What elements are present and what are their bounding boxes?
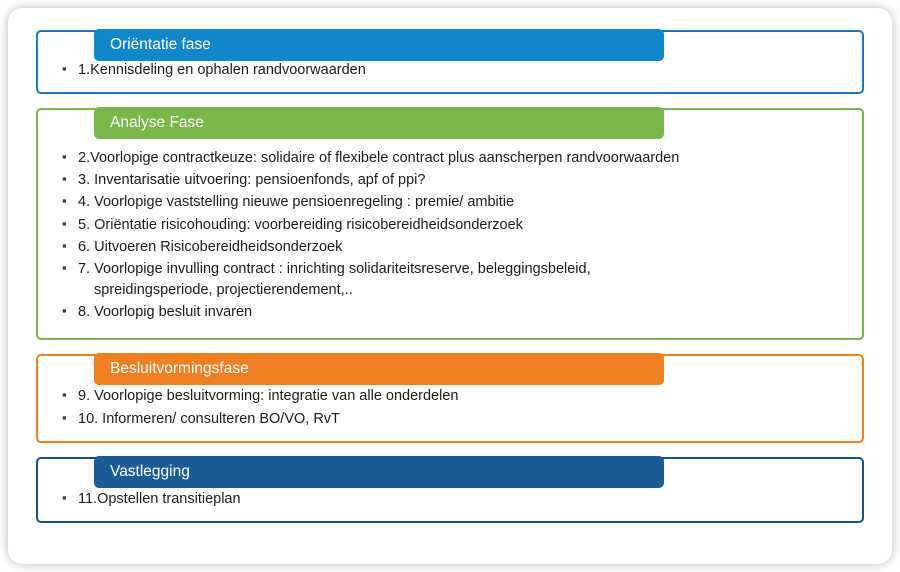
- phase-vastlegging: [36, 457, 864, 523]
- list-item: [52, 148, 848, 169]
- list-item: [52, 409, 848, 430]
- list-item-text: 11.Opstellen transitieplan: [78, 490, 241, 507]
- list-item-text: 3. Inventarisatie uitvoering: pensioenfonds, apf of ppi?: [78, 172, 426, 189]
- list-item: [52, 302, 848, 323]
- list-item-text: 4. Voorlopige vaststelling nieuwe pensioenregeling : premie/ ambitie: [78, 194, 515, 211]
- list-item: [52, 259, 848, 301]
- list-item-continuation: spreidingsperiode, projectierendement,..: [94, 282, 353, 299]
- list-item: [52, 60, 848, 81]
- list-item: [52, 386, 848, 407]
- list-item-text: 2.Voorlopige contractkeuze: solidaire of flexibele contract plus aanscherpen randvoorwaarden: [78, 150, 680, 167]
- diagram-canvas: [8, 8, 892, 564]
- phase-items-analyse: [52, 144, 848, 323]
- phase-analyse: [36, 108, 864, 340]
- phase-items-vastlegging: [52, 489, 848, 510]
- list-item-text: 7. Voorlopige invulling contract : inrichting solidariteitsreserve, beleggingsbeleid,: [78, 260, 591, 277]
- phase-orientatie: [36, 30, 864, 94]
- phase-besluitvorming: [36, 354, 864, 442]
- list-item-text: 9. Voorlopige besluitvorming: integratie van alle onderdelen: [78, 388, 459, 405]
- phase-header-analyse: Analyse Fase: [94, 107, 664, 139]
- phase-header-vastlegging: Vastlegging: [94, 456, 664, 488]
- list-item: [52, 170, 848, 191]
- list-item-text: 5. Oriëntatie risicohouding: voorbereiding risicobereidheidsonderzoek: [78, 216, 523, 233]
- phase-header-orientatie: Oriëntatie fase: [94, 29, 664, 61]
- phase-items-besluitvorming: [52, 386, 848, 429]
- phase-list: [36, 30, 864, 523]
- list-item: [52, 192, 848, 213]
- phase-body-analyse: [36, 108, 864, 340]
- list-item-text: 1.Kennisdeling en ophalen randvoorwaarden: [78, 62, 366, 78]
- list-item: [52, 237, 848, 258]
- phase-items-orientatie: [52, 60, 848, 81]
- list-item: [52, 489, 848, 510]
- list-item-text: 6. Uitvoeren Risicobereidheidsonderzoek: [78, 238, 343, 255]
- list-item-text: 8. Voorlopig besluit invaren: [78, 304, 253, 321]
- phase-header-besluitvorming: Besluitvormingsfase: [94, 353, 664, 385]
- list-item: [52, 215, 848, 236]
- list-item-text: 10. Informeren/ consulteren BO/VO, RvT: [78, 410, 340, 427]
